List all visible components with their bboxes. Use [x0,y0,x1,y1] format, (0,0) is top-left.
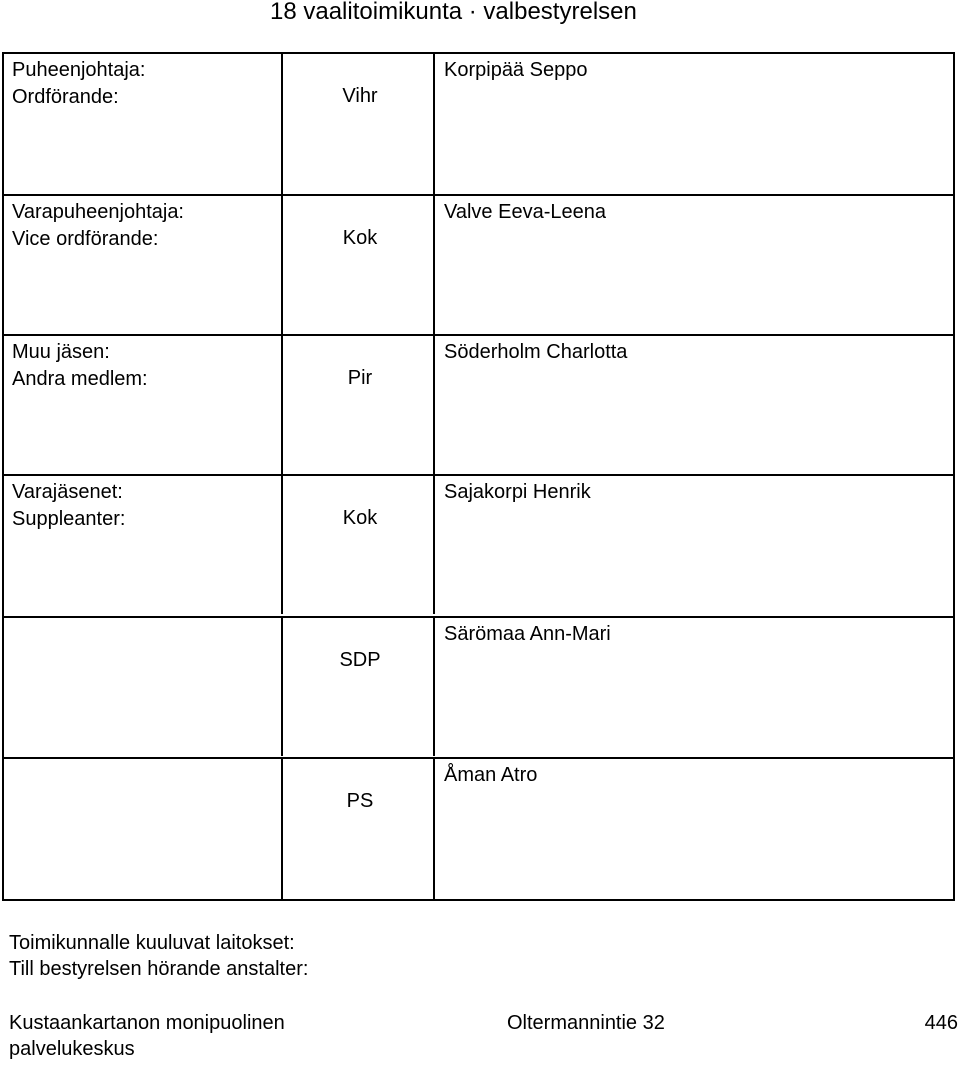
institutions-heading-sv: Till bestyrelsen hörande anstalter: [9,958,309,980]
column-divider [281,336,283,474]
party-label: PS [346,790,374,812]
member-name: Valve Eeva-Leena [444,201,606,223]
role-label-sv: Ordförande: [12,86,119,108]
institution-name-line2: palvelukeskus [9,1038,135,1060]
column-divider [281,759,283,901]
role-label-fi: Varapuheenjohtaja: [12,201,184,223]
table-row [4,757,953,901]
role-label-sv: Suppleanter: [12,508,126,530]
table-row [4,334,953,474]
column-divider [433,54,435,194]
table-row [4,616,953,756]
member-name: Särömaa Ann-Mari [444,623,611,645]
document-title: 18 vaalitoimikunta · valbestyrelsen [270,0,637,25]
column-divider [433,759,435,901]
column-divider [433,618,435,756]
column-divider [281,54,283,194]
role-label-sv: Andra medlem: [12,368,148,390]
member-name: Korpipää Seppo [444,59,588,81]
role-label-sv: Vice ordförande: [12,228,159,250]
party-label: SDP [339,649,381,671]
institution-name-line1: Kustaankartanon monipuolinen [9,1012,285,1034]
column-divider [433,476,435,614]
committee-table [2,52,955,901]
column-divider [281,476,283,614]
column-divider [433,336,435,474]
institution-number: 446 [924,1012,958,1034]
column-divider [433,196,435,334]
institution-address: Oltermannintie 32 [507,1012,665,1034]
table-row [4,194,953,334]
member-name: Åman Atro [444,764,538,786]
member-name: Söderholm Charlotta [444,341,628,363]
column-divider [281,618,283,756]
role-label-fi: Muu jäsen: [12,341,110,363]
role-label-fi: Varajäsenet: [12,481,123,503]
party-label: Kok [342,507,378,529]
party-label: Vihr [342,85,378,107]
institutions-heading-fi: Toimikunnalle kuuluvat laitokset: [9,932,295,954]
party-label: Pir [347,367,373,389]
table-row [4,54,953,194]
party-label: Kok [342,227,378,249]
role-label-fi: Puheenjohtaja: [12,59,146,81]
table-row [4,474,953,614]
member-name: Sajakorpi Henrik [444,481,591,503]
column-divider [281,196,283,334]
